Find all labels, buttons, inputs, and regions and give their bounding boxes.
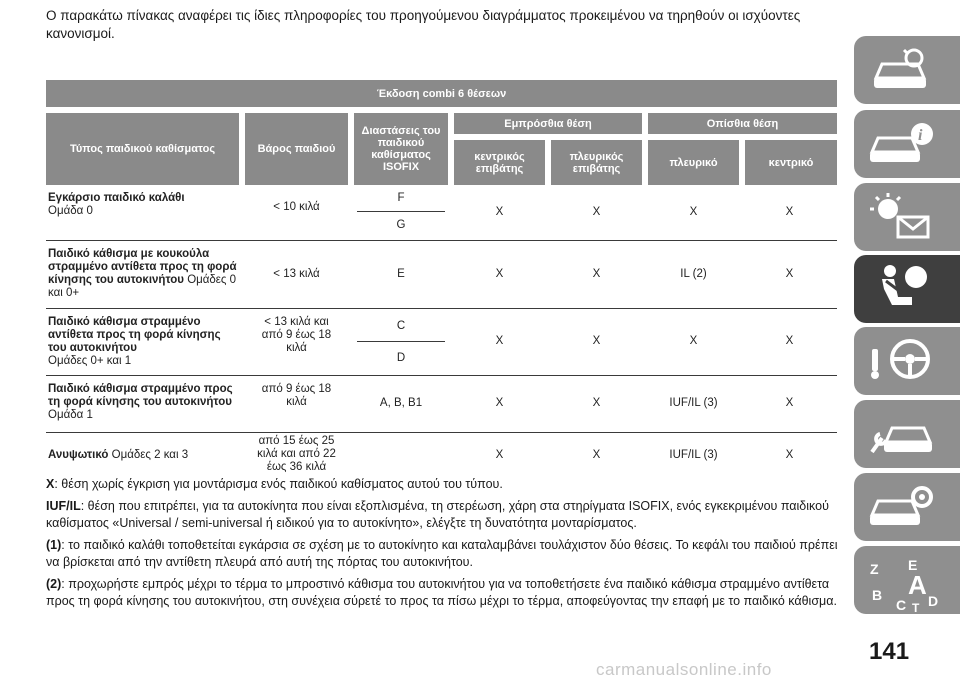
rear-center-cell: X — [742, 240, 837, 308]
weight-cell: < 13 κιλά και από 9 έως 18 κιλά — [242, 308, 351, 375]
sub-rear-side: πλευρικό — [645, 137, 742, 185]
tab-index[interactable] — [854, 546, 960, 614]
isofix-cell — [351, 432, 451, 478]
sub-rear-center: κεντρικό — [742, 137, 837, 185]
footnotes — [46, 476, 846, 615]
svg-text:C: C — [896, 597, 907, 613]
isofix-cell: A, B, B1 — [351, 375, 451, 432]
svg-text:T: T — [912, 601, 920, 614]
isofix-cell: E — [351, 240, 451, 308]
table-row — [46, 185, 837, 240]
col-isofix-size: Διαστάσεις του παιδικού καθίσματος ISOFIX — [351, 110, 451, 185]
seat-type-cell: Ανυψωτικό Ομάδες 2 και 3 — [48, 448, 189, 461]
note-1: (1): το παιδικό καλάθι τοποθετείται εγκάρσια σε σχέση με το αυτοκίνητο και καταλαμβάνει τουλάχιστον δύο θέσεις. Το κεφάλι του παιδιού πρέπει να βρίσκεται από την αντίθετη πλευρά από αυτή της πόρτας του αυτοκινήτου. — [46, 537, 838, 569]
isofix-cell: C D — [351, 308, 451, 375]
seat-type-cell: Παιδικό κάθισμα με κουκούλα στραμμένο αντίθετα προς τη φορά κίνησης του αυτοκινήτου Ομάδες 0 και 0+ — [46, 240, 242, 308]
table-row — [46, 432, 837, 478]
rear-center-cell: X — [742, 308, 837, 375]
tab-car-info[interactable] — [854, 110, 960, 178]
tab-emergency[interactable] — [854, 400, 960, 468]
front-center-cell: X — [451, 185, 548, 240]
table-row — [46, 240, 837, 308]
seat-type-cell: Εγκάρσιο παιδικό καλάθι Ομάδα 0 — [46, 185, 242, 240]
front-center-cell: X — [451, 240, 548, 308]
front-center-cell: X — [451, 308, 548, 375]
note-2: (2): προχωρήστε εμπρός μέχρι το τέρμα το μπροστινό κάθισμα του αυτοκινήτου για να τοποθετήσετε ένα παιδικό κάθισμα στραμμένο αντίθετα προς τη φορά κίνησης του αυτοκινήτου, στη συνέχεια σύρετέ το προς τα πίσω μέχρι το τέρμα, αποφεύγοντας την επαφή με το παιδικό κάθισμα. — [46, 576, 837, 608]
front-side-cell: X — [548, 375, 645, 432]
col-front-position: Εμπρόσθια θέση — [451, 110, 645, 137]
rear-side-cell: IUF/IL (3) — [645, 375, 742, 432]
svg-text:D: D — [928, 593, 939, 609]
rear-center-cell: X — [742, 185, 837, 240]
rear-center-cell: X — [742, 375, 837, 432]
front-center-cell: X — [451, 375, 548, 432]
rear-side-cell: IL (2) — [645, 240, 742, 308]
car-info-icon — [868, 118, 938, 170]
weight-cell: από 9 έως 18 κιλά — [242, 375, 351, 432]
rear-side-cell: X — [645, 185, 742, 240]
col-rear-position: Οπίσθια θέση — [645, 110, 837, 137]
isofix-cell: F G — [351, 185, 451, 240]
front-side-cell: X — [548, 185, 645, 240]
tab-warning-lights[interactable] — [854, 183, 960, 251]
page-number: 141 — [869, 638, 910, 665]
weight-cell: < 13 κιλά — [242, 240, 351, 308]
note-iuf-il: IUF/IL: θέση που επιτρέπει, για τα αυτοκίνητα που είναι εξοπλισμένα, τη στερέωση, χάρη στα στηρίγματα ISOFIX, ενός εγκεκριμένου παιδικού καθίσματος «Universal / semi-universal ή ειδικού για το αυτοκίνητο», ελέγξτε τη δυνατότητα μονταρίσματος. — [46, 498, 829, 530]
table-title: Έκδοση combi 6 θέσεων — [46, 80, 837, 110]
svg-text:A: A — [908, 570, 927, 600]
weight-cell: από 15 έως 25 κιλά και από 22 έως 36 κιλά — [257, 434, 336, 473]
car-tools-icon — [868, 408, 938, 460]
steering-wheel-key-icon — [868, 335, 938, 387]
tab-safety[interactable] — [854, 255, 960, 323]
svg-text:i: i — [918, 127, 923, 144]
intro-text: Ο παρακάτω πίνακας αναφέρει τις ίδιες πληροφορίες του προηγούμενου διαγράμματος προκειμένου να τηρηθούν οι ισχύοντες κανονισμοί. — [46, 8, 801, 41]
airbag-seat-icon — [868, 263, 938, 315]
tab-car-dashboard[interactable] — [854, 36, 960, 104]
warning-light-message-icon — [868, 191, 938, 243]
table-row — [46, 308, 837, 375]
svg-text:E: E — [908, 557, 918, 573]
alphabetical-index-icon — [868, 554, 948, 614]
child-seat-isofix-table — [46, 80, 837, 478]
rear-side-cell: X — [645, 308, 742, 375]
seat-type-cell: Παιδικό κάθισμα στραμμένο αντίθετα προς τη φορά κίνησης του αυτοκινήτου Ομάδες 0+ και 1 — [46, 308, 242, 375]
watermark: carmanualsonline.info — [596, 660, 772, 678]
car-technical-data-icon — [868, 481, 938, 533]
col-weight: Βάρος παιδιού — [242, 110, 351, 185]
tab-starting-driving[interactable] — [854, 327, 960, 395]
rear-center-cell: X — [785, 448, 794, 461]
seat-type-cell: Παιδικό κάθισμα στραμμένο προς τη φορά κίνησης του αυτοκινήτου Ομάδα 1 — [46, 375, 242, 432]
svg-text:B: B — [872, 587, 883, 603]
car-dashboard-icon — [868, 44, 938, 96]
front-center-cell: X — [495, 448, 504, 461]
sub-front-side: πλευρικός επιβάτης — [548, 137, 645, 185]
front-side-cell: X — [548, 240, 645, 308]
col-seat-type: Τύπος παιδικού καθίσματος — [46, 110, 242, 185]
front-side-cell: X — [592, 448, 601, 461]
table-row — [46, 375, 837, 432]
svg-text:Z: Z — [870, 561, 879, 577]
rear-side-cell: IUF/IL (3) — [669, 448, 718, 461]
front-side-cell: X — [548, 308, 645, 375]
sub-front-center: κεντρικός επιβάτης — [451, 137, 548, 185]
weight-cell: < 10 κιλά — [242, 185, 351, 240]
note-x: X: θέση χωρίς έγκριση για μοντάρισμα ενός παιδικού καθίσματος αυτού του τύπου. — [46, 477, 503, 491]
tab-technical-data[interactable] — [854, 473, 960, 541]
